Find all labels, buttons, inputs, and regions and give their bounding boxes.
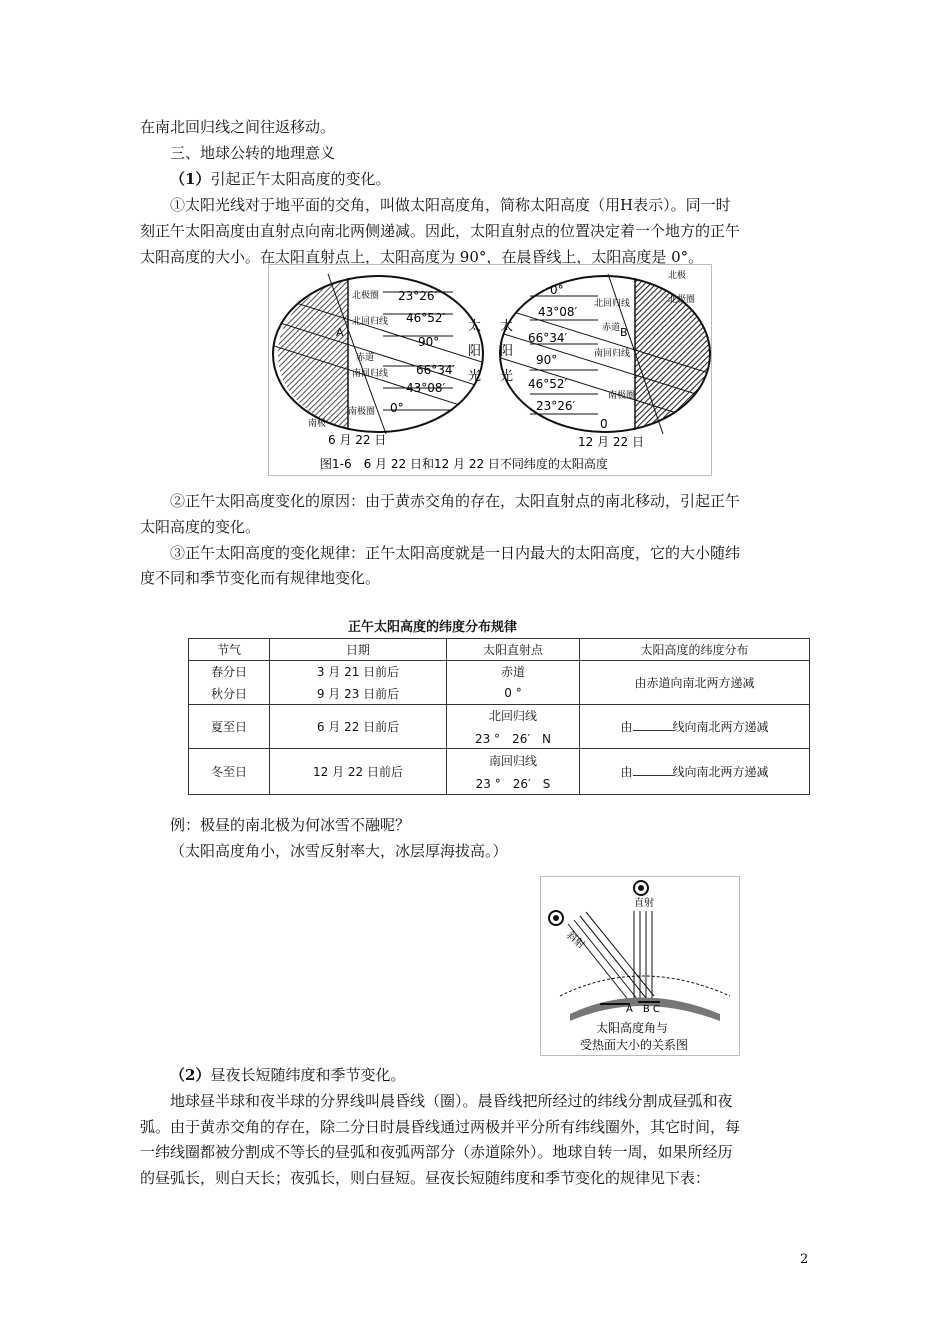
direct-label: 直射 (634, 898, 654, 909)
table-cell (580, 749, 810, 795)
oblique-label: 斜射 (564, 929, 587, 952)
june-angle: 0° (390, 401, 404, 415)
paragraph-line: 度不同和季节变化而有规律地变化。 (140, 569, 381, 587)
paragraph-line: 弧。由于黄赤交角的存在，除二分日时晨昏线通过两极并平分所有纬线圈外，其它时间，每 (140, 1118, 741, 1136)
subsection-2-heading (170, 1065, 405, 1085)
table-cell: 0 ° (447, 683, 580, 705)
svg-text:阳: 阳 (468, 344, 482, 359)
table-row (189, 749, 810, 795)
table-header: 太阳高度的纬度分布 (580, 639, 810, 661)
table-header: 节气 (189, 639, 270, 661)
table-cell (447, 749, 580, 795)
paragraph-line: 的昼弧长，则白天长；夜弧长，则白昼短。昼夜长短随纬度和季节变化的规律见下表： (140, 1169, 711, 1187)
subsection-1-title: 引起正午太阳高度的变化。 (210, 170, 391, 188)
dec-label-antarctic-circle: 南极圈 (608, 391, 636, 401)
june-label-tropic-cancer: 北回归线 (352, 317, 389, 327)
svg-text:阳: 阳 (500, 344, 514, 359)
example-answer: （太阳高度角小，冰雪反射率大，冰层厚海拔高。） (170, 842, 508, 860)
june-label-antarctic-circle: 南极圈 (348, 407, 376, 417)
fill-prefix: 由 (620, 765, 633, 779)
table-cell: 冬至日 (189, 749, 270, 795)
june-globe (268, 274, 488, 447)
table-cell (447, 705, 580, 749)
table-cell: 12 月 22 日前后 (270, 749, 447, 795)
tropic-latitude: 23 ° 26′ S (475, 776, 551, 791)
table-row (189, 661, 810, 683)
table-cell: 3 月 21 日前后 (270, 661, 447, 683)
dec-angle: 66°34′ (528, 331, 568, 345)
table-header-row (189, 639, 810, 661)
subsection-1-number: （1） (170, 170, 211, 188)
paragraph-line: 地球昼半球和夜半球的分界线叫晨昏线（圈）。晨昏线把所经过的纬线分割成昼弧和夜 (170, 1092, 733, 1110)
june-label-south-pole: 南极 (308, 419, 327, 429)
june-date: 6 月 22 日 (328, 433, 387, 447)
dec-angle: 90° (536, 353, 558, 367)
dec-label-tropic-cancer: 北回归线 (594, 299, 631, 309)
table-cell: 赤道 (447, 661, 580, 683)
dec-label-tropic-capricorn: 南回归线 (594, 349, 631, 359)
subsection-1-heading (170, 169, 390, 189)
table-cell: 秋分日 (189, 683, 270, 705)
table-cell: 9 月 23 日前后 (270, 683, 447, 705)
tropic-latitude: 23 ° 26′ N (474, 731, 552, 746)
table-cell: 由赤道向南北两方递减 (580, 661, 810, 705)
tropic-name: 北回归线 (488, 708, 537, 723)
figure2-caption-line1: 太阳高度角与 (596, 1021, 669, 1035)
page-number: 2 (800, 1252, 809, 1267)
dec-angle: 23°26′ (536, 399, 576, 413)
june-angle: 43°08′ (406, 381, 446, 395)
example-question: 例：极昼的南北极为何冰雪不融呢？ (170, 816, 411, 834)
fill-suffix: 线向南北两方递减 (672, 765, 769, 779)
table-cell: 6 月 22 日前后 (270, 705, 447, 749)
dec-label-arctic-circle: 北极圈 (668, 295, 696, 305)
dec-angle: 0 (600, 417, 608, 431)
december-date: 12 月 22 日 (578, 435, 644, 449)
svg-text:光: 光 (500, 369, 514, 384)
fill-prefix: 由 (620, 720, 633, 734)
tropic-name: 南回归线 (488, 753, 537, 768)
dec-angle: 43°08′ (538, 305, 578, 319)
june-label-tropic-capricorn: 南回归线 (352, 369, 389, 379)
dec-angle: 46°52′ (528, 377, 568, 391)
paragraph-line: 一纬线圈都被分割成不等长的昼弧和夜弧两部分（赤道除外）。地球自转一周，如果所经历 (140, 1143, 733, 1161)
points-label: A B C (626, 1004, 660, 1015)
june-angle: 66°34′ (416, 363, 456, 377)
solar-altitude-figure (268, 264, 712, 476)
table-cell: 夏至日 (189, 705, 270, 749)
fill-blank (633, 765, 673, 776)
table-header: 太阳直射点 (447, 639, 580, 661)
june-label-arctic-circle: 北极圈 (352, 291, 380, 301)
dec-point-b: B (620, 326, 628, 339)
dec-angle: 0° (550, 283, 564, 297)
december-globe (488, 269, 712, 449)
paragraph-line: 太阳高度的变化。 (140, 518, 261, 536)
svg-text:光: 光 (468, 369, 482, 384)
paragraph-line: ①太阳光线对于地平面的交角，叫做太阳高度角，简称太阳高度（用H表示）。同一时 (170, 196, 731, 214)
subsection-2-title: 昼夜长短随纬度和季节变化。 (210, 1066, 406, 1084)
solar-altitude-table (188, 638, 810, 795)
table-cell (580, 705, 810, 749)
june-label-equator: 赤道 (356, 353, 375, 363)
table-cell: 春分日 (189, 661, 270, 683)
para-continuation: 在南北回归线之间往返移动。 (140, 118, 336, 136)
dec-label-equator: 赤道 (602, 323, 621, 333)
paragraph-line: 刻正午太阳高度由直射点向南北两侧递减。因此，太阳直射点的位置决定着一个地方的正午 (140, 222, 741, 240)
june-angle: 23°26′ (398, 289, 438, 303)
table-row (189, 705, 810, 749)
june-angle: 46°52′ (406, 311, 446, 325)
dec-label-north-pole: 北极 (668, 271, 687, 281)
table-header: 日期 (270, 639, 447, 661)
paragraph-line: ②正午太阳高度变化的原因：由于黄赤交角的存在，太阳直射点的南北移动，引起正午 (170, 492, 741, 510)
table-title: 正午太阳高度的纬度分布规律 (348, 620, 518, 635)
section-heading: 三、地球公转的地理意义 (170, 144, 336, 162)
fill-suffix: 线向南北两方递减 (672, 720, 769, 734)
angle-heating-figure (540, 876, 740, 1056)
subsection-2-number: （2） (170, 1066, 211, 1084)
figure-caption: 图1-6 6 月 22 日和12 月 22 日不同纬度的太阳高度 (320, 457, 608, 471)
svg-text:太: 太 (500, 319, 514, 334)
paragraph-line: 太阳高度的大小。在太阳直射点上，太阳高度为 90°，在晨昏线上，太阳高度是 0°。 (140, 248, 704, 266)
june-point-a: A (336, 326, 344, 339)
fill-blank (633, 720, 673, 731)
paragraph-line: ③正午太阳高度的变化规律：正午太阳高度就是一日内最大的太阳高度，它的大小随纬 (170, 544, 741, 562)
svg-text:太: 太 (468, 319, 482, 334)
figure2-caption-line2: 受热面大小的关系图 (580, 1038, 689, 1052)
june-angle: 90° (418, 335, 440, 349)
